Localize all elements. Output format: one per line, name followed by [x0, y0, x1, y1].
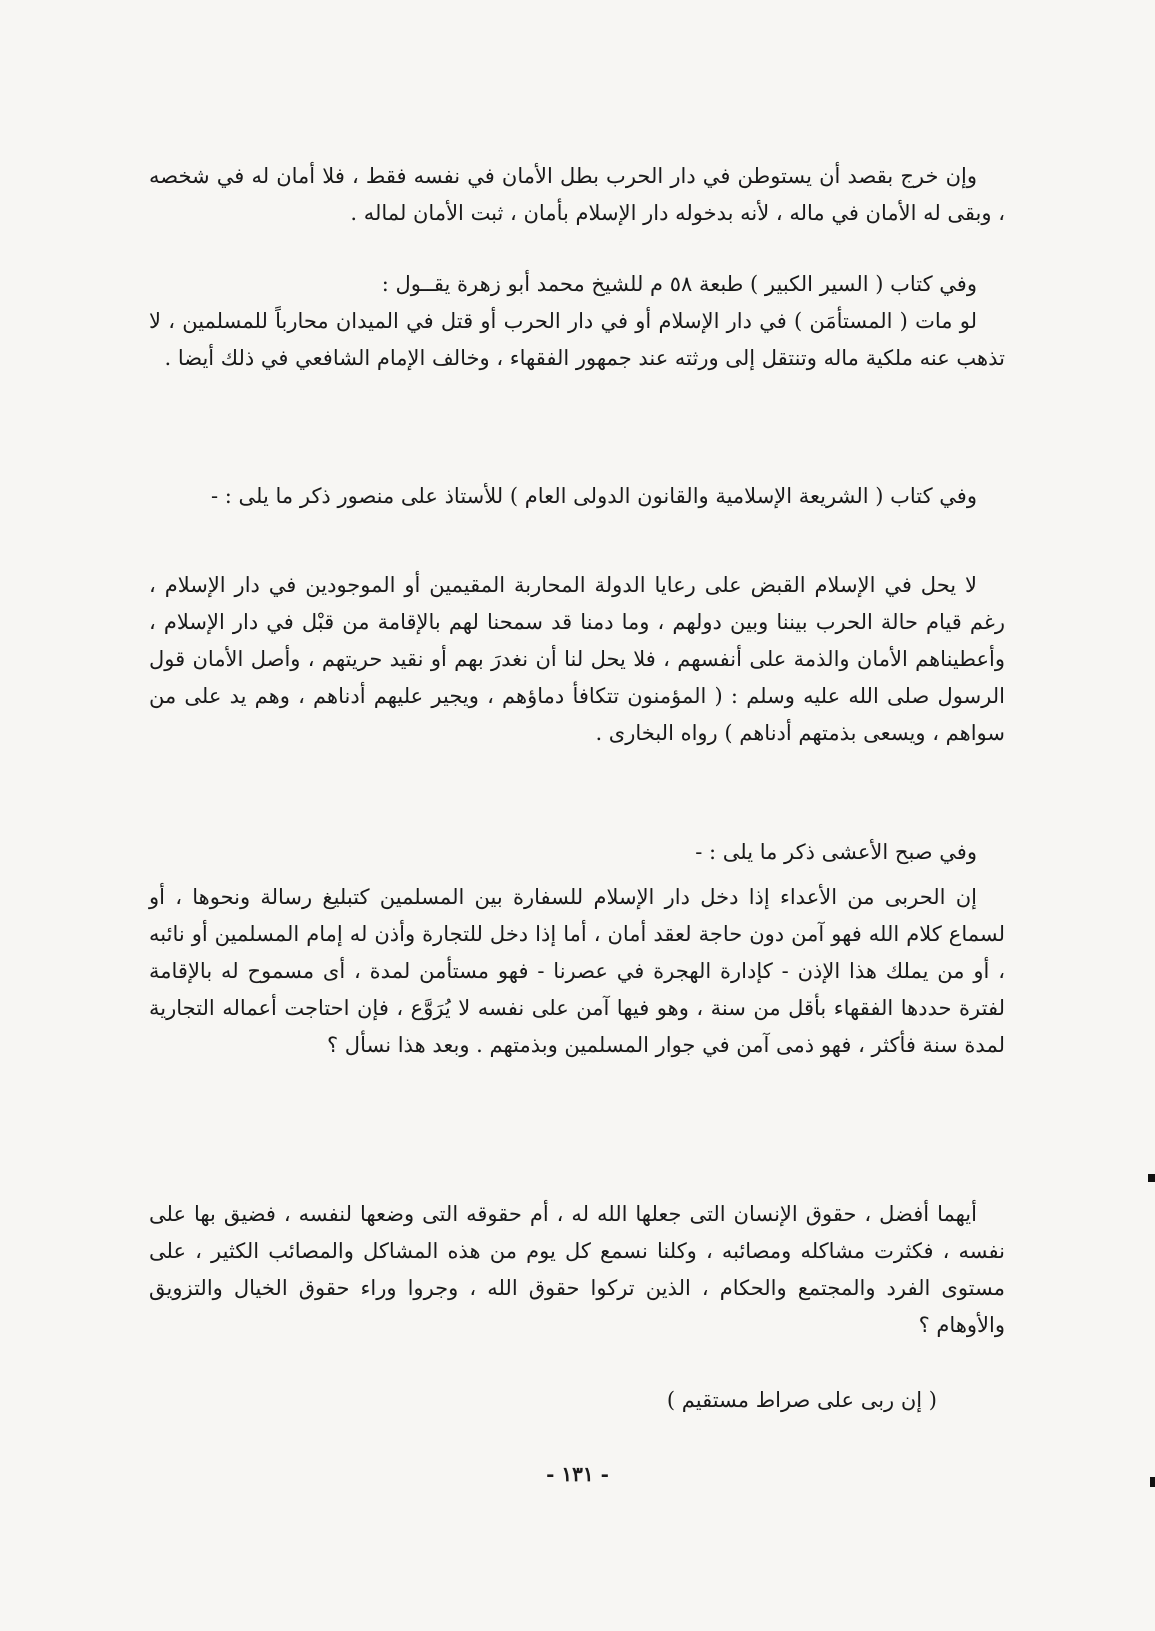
page-number: - ١٣١ - — [546, 1462, 609, 1486]
quoted-text: لا يحل في الإسلام القبض على رعايا الدولة المحاربة المقيمين أو الموجودين في دار الإسلام ، رغم قيام حالة الحرب بيننا وبين دولهم ، وما دمنا قد سمحنا لهم بالإقامة من قبْل في دار الإسلام ، وأعطيناهم الأمان والذمة على أنفسهم ، فلا يحل لنا أن نغدرَ بهم أو نقيد حريتهم ، وأصل الأمان قول الرسول صلى الله عليه وسلم : ( المؤمنون تتكافأ دماؤهم ، ويجير عليهم أدناهم ، وهم يد على من سواهم ، ويسعى بذمتهم أدناهم ) رواه البخارى . — [149, 573, 1005, 745]
citation-intro: وفي كتاب ( الشريعة الإسلامية والقانون الدولى العام ) للأستاذ على منصور ذكر ما يلى : - — [211, 484, 977, 508]
paragraph-text: وإن خرج بقصد أن يستوطن في دار الحرب بطل الأمان في نفسه فقط ، فلا أمان له في شخصه ، وبقى له الأمان في ماله ، لأنه بدخوله دار الإسلام بأمان ، ثبت الأمان لماله . — [149, 164, 1005, 225]
quoted-text: لو مات ( المستأمَن ) في دار الإسلام أو في دار الحرب أو قتل في الميدان محارباً للمسلمين ، لا تذهب عنه ملكية ماله وتنتقل إلى ورثته عند جمهور الفقهاء ، وخالف الإمام الشافعي في ذلك أيضا . — [149, 309, 1005, 370]
paragraph-siyar-kabir — [149, 266, 1005, 377]
paragraph-text: أيهما أفضل ، حقوق الإنسان التى جعلها الله له ، أم حقوقه التى وضعها لنفسه ، فضيق بها على نفسه ، فكثرت مشاكله ومصائبه ، وكلنا نسمع كل يوم من هذه المشاكل والمصائب الكثير ، على مستوى الفرد والمجتمع والحكام ، الذين تركوا حقوق الله ، وجروا وراء حقوق الخيال والتزويق والأوهام ؟ — [149, 1202, 1005, 1337]
citation-intro: وفي صبح الأعشى ذكر ما يلى : - — [695, 840, 977, 864]
quoted-text: إن الحربى من الأعداء إذا دخل دار الإسلام للسفارة بين المسلمين كتبليغ رسالة ونحوها ، أو لسماع كلام الله فهو آمن دون حاجة لعقد أمان ، أما إذا دخل للتجارة وأذن له إمام المسلمين أو نائبه ، أو من يملك هذا الإذن - كإدارة الهجرة في عصرنا - فهو مستأمن لمدة ، أى مسموح له بالإقامة لفترة حددها الفقهاء بأقل من سنة ، وهو فيها آمن على نفسه لا يُرَوَّع ، فإن احتاجت أعماله التجارية لمدة سنة فأكثر ، فهو ذمى آمن في جوار المسلمين وبذمتهم . وبعد هذا نسأل ؟ — [149, 885, 1006, 1057]
citation-intro-subh-alasha — [149, 834, 1005, 871]
citation-intro-sharia-book — [149, 478, 1005, 515]
scan-edge-mark — [1148, 1174, 1155, 1182]
quote-subh-alasha — [149, 879, 1005, 1064]
paragraph-loss-of-aman — [149, 158, 1005, 232]
scan-edge-mark — [1150, 1477, 1155, 1487]
closing-verse: ( إن ربى على صراط مستقيم ) — [666, 1388, 937, 1412]
quote-sharia-book — [149, 567, 1005, 752]
paragraph-conclusion — [149, 1196, 1005, 1344]
citation-intro: وفي كتاب ( السير الكبير ) طبعة ٥٨ م للشيخ محمد أبو زهرة يقــول : — [381, 272, 977, 296]
